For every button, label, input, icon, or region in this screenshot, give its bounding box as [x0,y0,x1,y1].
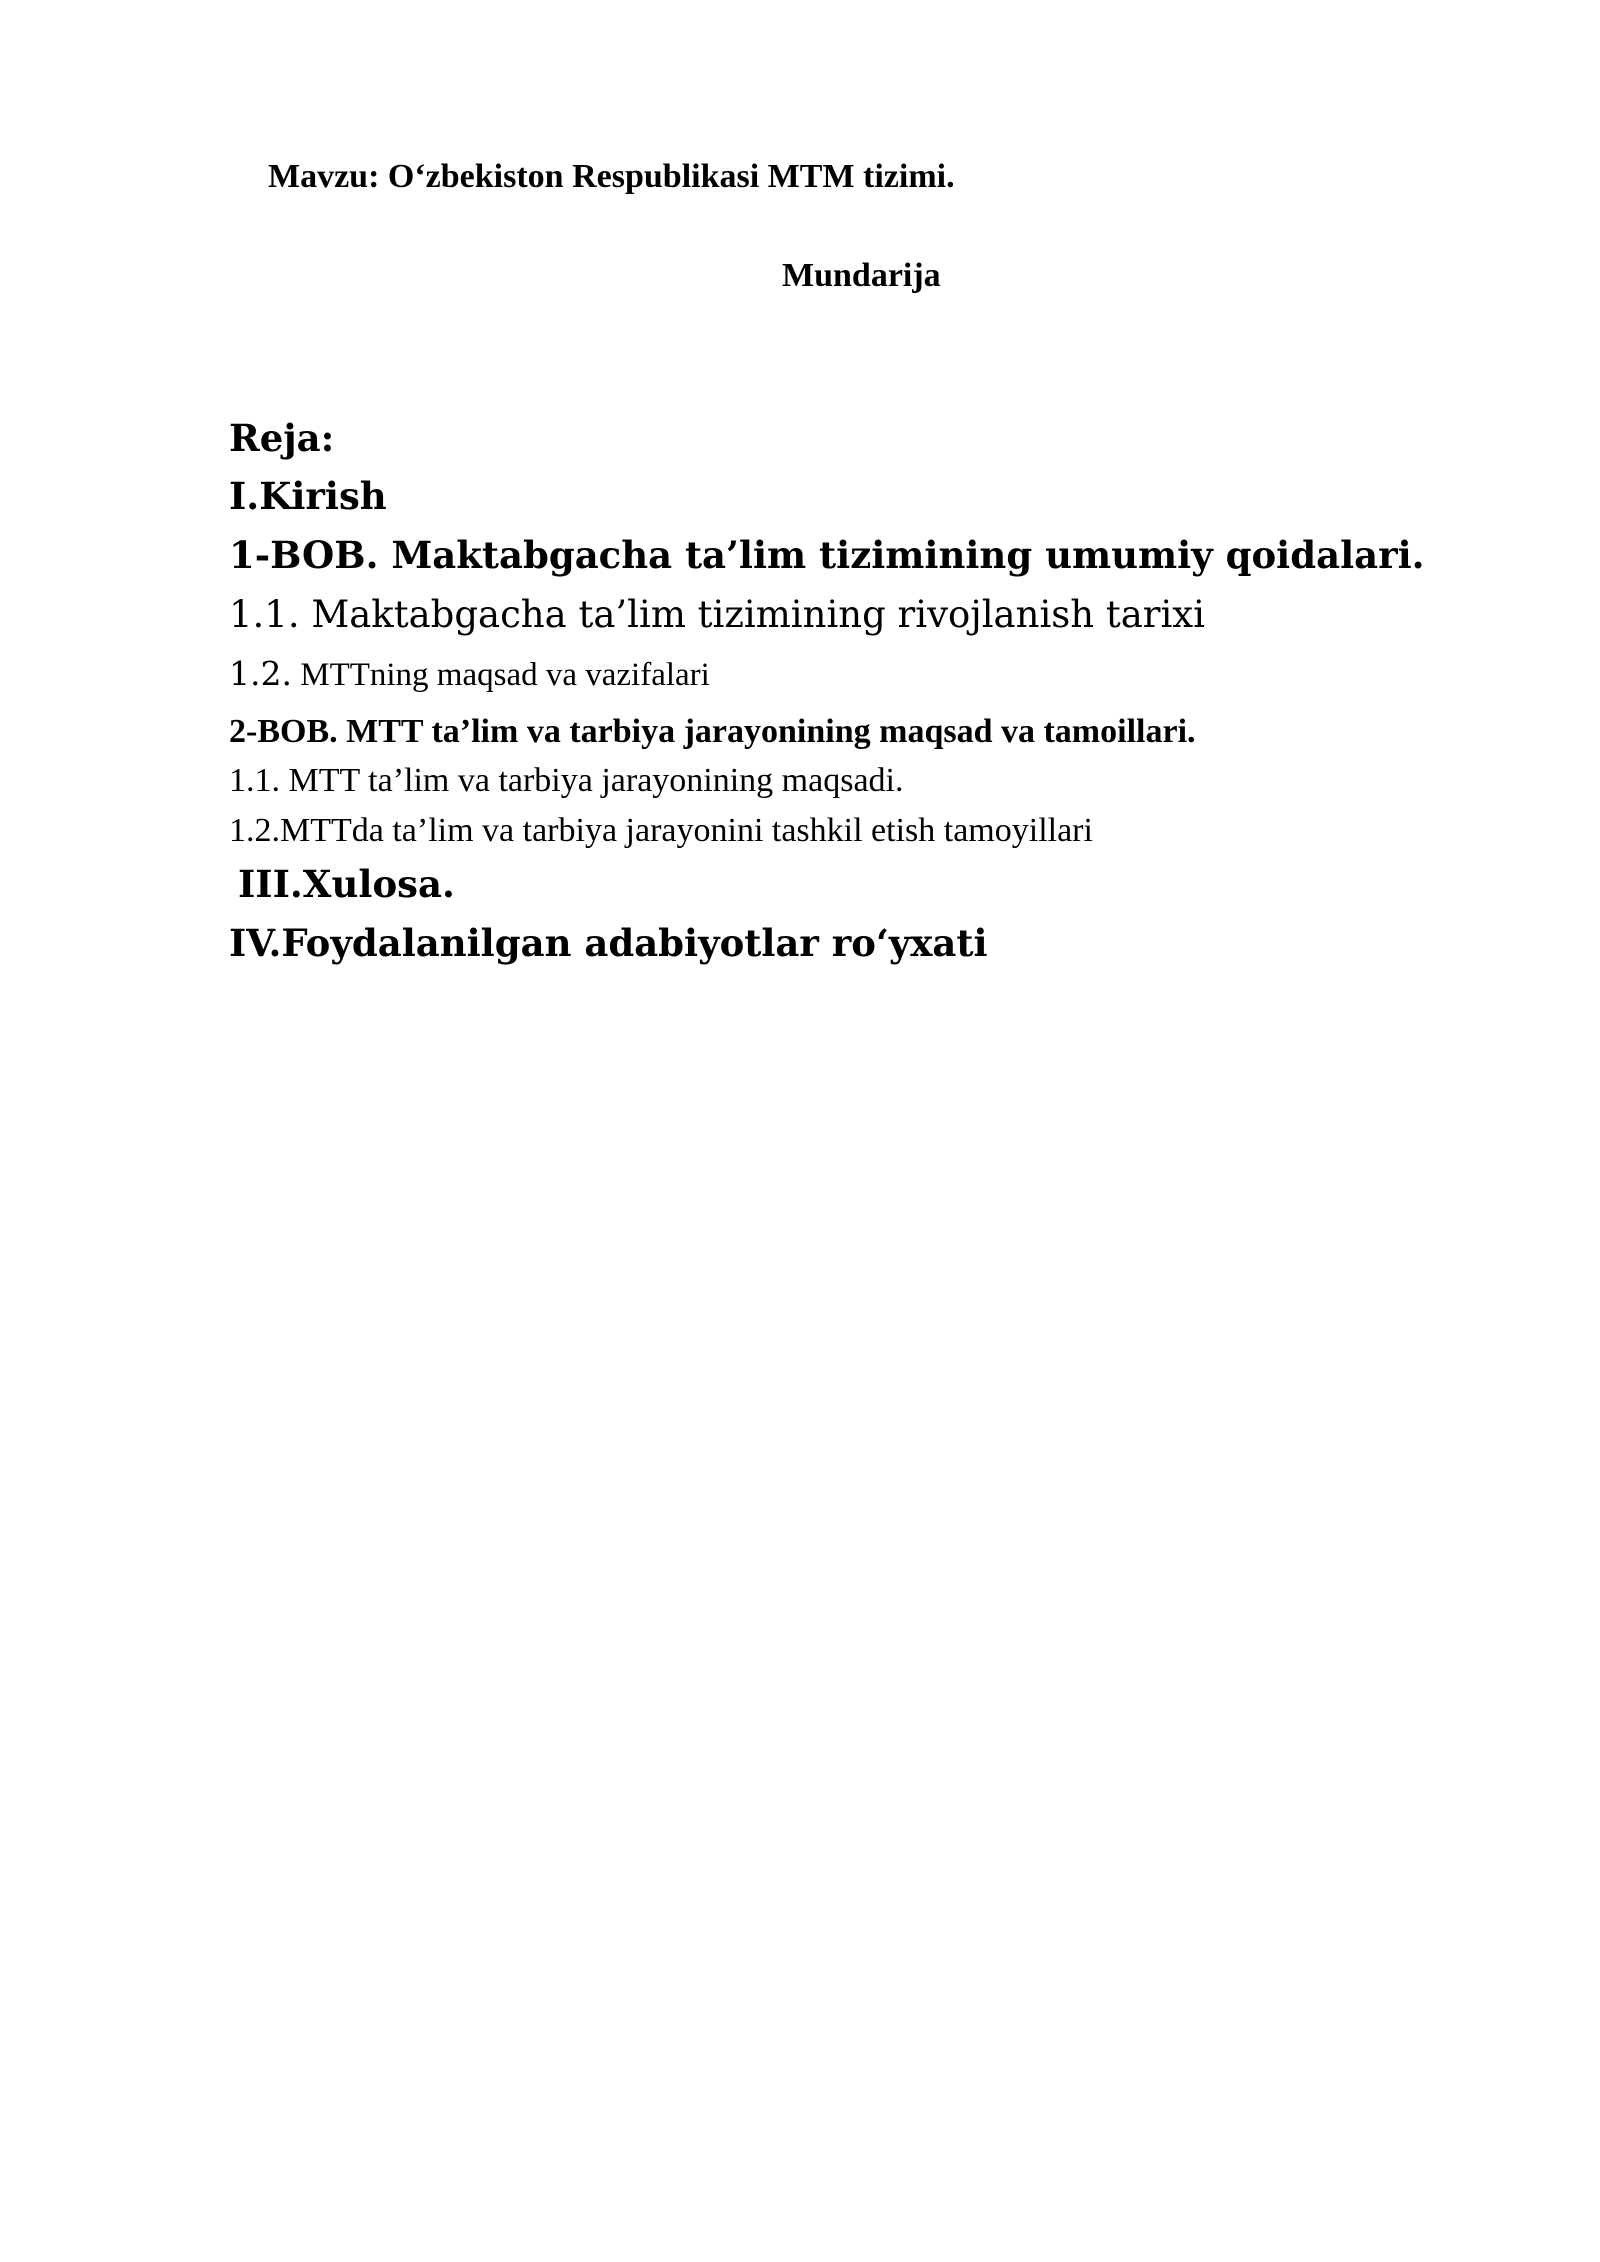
toc-item-references: IV.Foydalanilgan adabiyotlar ro‘yxati [229,921,988,965]
contents-heading: Mundarija [782,257,941,294]
toc-item-chapter-2: 2-BOB. MTT ta’lim va tarbiya jarayonining maqsad va tamoillari. [229,713,1196,750]
toc-item-chapter-1-section-2 [229,654,710,693]
toc-item-conclusion: III.Xulosa. [238,862,455,906]
plan-label: Reja: [229,416,335,460]
toc-item-chapter-1: 1-BOB. Maktabgacha ta’lim tizimining umumiy qoidalari. [229,533,1425,577]
toc-item-chapter-2-section-1: 1.1. MTT ta’lim va tarbiya jarayonining maqsadi. [229,762,904,799]
toc-item-chapter-2-section-2: 1.2.MTTda ta’lim va tarbiya jarayonini tashkil etish tamoyillari [229,812,1093,849]
toc-item-intro: I.Kirish [229,474,387,518]
toc-item-chapter-1-section-1: 1.1. Maktabgacha ta’lim tizimining rivojlanish tarixi [229,593,1206,636]
section-number: 1.2. [229,654,292,693]
section-text: MTTning maqsad va vazifalari [291,657,710,693]
document-topic: Mavzu: O‘zbekiston Respublikasi MTM tizimi. [268,158,955,195]
